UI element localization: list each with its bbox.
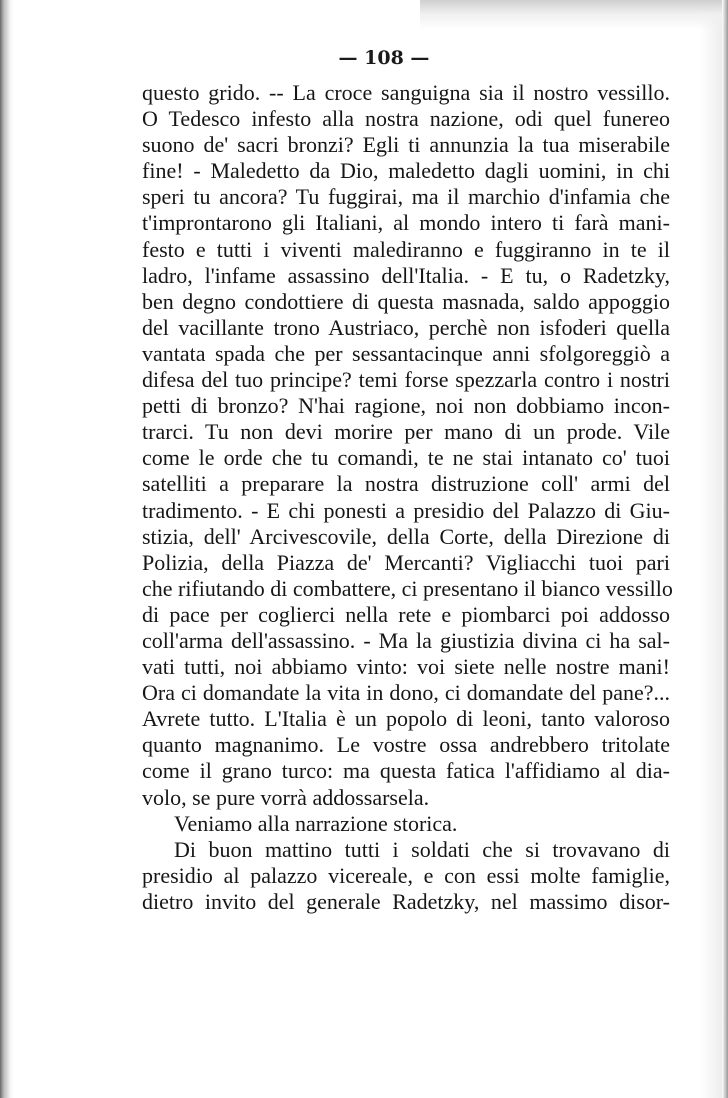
- text-line: ladro, l'infame assassino dell'Italia. - E tu, o Radetzky,: [142, 262, 670, 288]
- text-line: presidio al palazzo vicereale, e con essi molte famiglie,: [142, 862, 670, 888]
- text-line: del vacillante trono Austriaco, perchè non isfoderi quella: [142, 314, 670, 340]
- text-line: Ora ci domandate la vita in dono, ci domandate del pane?...: [142, 680, 670, 706]
- text-line: suono de' sacri bronzi? Egli ti annunzia la tua miserabile: [142, 132, 670, 158]
- body-text: [142, 80, 673, 915]
- paragraph-start-line: Di buon mattino tutti i soldati che si trovavano di: [174, 836, 670, 862]
- text-line: difesa del tuo principe? temi forse spezzarla contro i nostri: [142, 367, 670, 393]
- text-line: come le orde che tu comandi, te ne stai intanato co' tuoi: [142, 445, 670, 471]
- text-line: Avrete tutto. L'Italia è un popolo di leoni, tanto valoroso: [142, 706, 670, 732]
- text-line: di pace per coglierci nella rete e piombarci poi addosso: [142, 601, 670, 627]
- page-number: — 108 —: [338, 47, 430, 69]
- text-line: festo e tutti i viventi malediranno e fuggiranno in te il: [142, 236, 670, 262]
- text-line: che rifiutando di combattere, ci presentano il bianco vessillo: [142, 575, 673, 601]
- text-line: t'improntarono gli Italiani, al mondo intero ti farà mani-: [142, 210, 670, 236]
- text-line: vati tutti, noi abbiamo vinto: voi siete nelle nostre mani!: [142, 654, 670, 680]
- text-line: questo grido. -- La croce sanguigna sia il nostro vessillo.: [142, 80, 670, 105]
- text-line: satelliti a preparare la nostra distruzione coll' armi del: [142, 471, 670, 497]
- page-right-edge: [722, 0, 728, 1098]
- text-line: dietro invito del generale Radetzky, nel massimo disor-: [142, 888, 670, 914]
- text-line: stizia, dell' Arcivescovile, della Corte, della Direzione di: [142, 523, 670, 549]
- text-line: vantata spada che per sessantacinque anni sfolgoreggiò a: [142, 340, 670, 366]
- text-line: quanto magnanimo. Le vostre ossa andrebbero tritolate: [142, 732, 670, 758]
- text-line: come il grano turco: ma questa fatica l'affidiamo al dia-: [142, 758, 670, 784]
- text-line: fine! - Maledetto da Dio, maledetto dagli uomini, in chi: [142, 158, 670, 184]
- page-top-shadow: [420, 0, 728, 30]
- text-line: trarci. Tu non devi morire per mano di un prode. Vile: [142, 419, 670, 445]
- text-line: ben degno condottiere di questa masnada, saldo appoggio: [142, 288, 670, 314]
- paragraph-end-line: volo, se pure vorrà addossarsela.: [142, 784, 430, 810]
- text-line: O Tedesco infesto alla nostra nazione, odi quel funereo: [142, 106, 670, 132]
- text-line: speri tu ancora? Tu fuggirai, ma il marchio d'infamia che: [142, 184, 670, 210]
- text-line: petti di bronzo? N'hai ragione, noi non dobbiamo incon-: [142, 393, 670, 419]
- text-line: Polizia, della Piazza de' Mercanti? Vigliacchi tuoi pari: [142, 549, 670, 575]
- paragraph-line: Veniamo alla narrazione storica.: [174, 810, 458, 836]
- page-binding-shadow: [0, 0, 10, 1098]
- text-line: coll'arma dell'assassino. - Ma la giustizia divina ci ha sal-: [142, 627, 670, 653]
- text-line: tradimento. - E chi ponesti a presidio del Palazzo di Giu-: [142, 497, 670, 523]
